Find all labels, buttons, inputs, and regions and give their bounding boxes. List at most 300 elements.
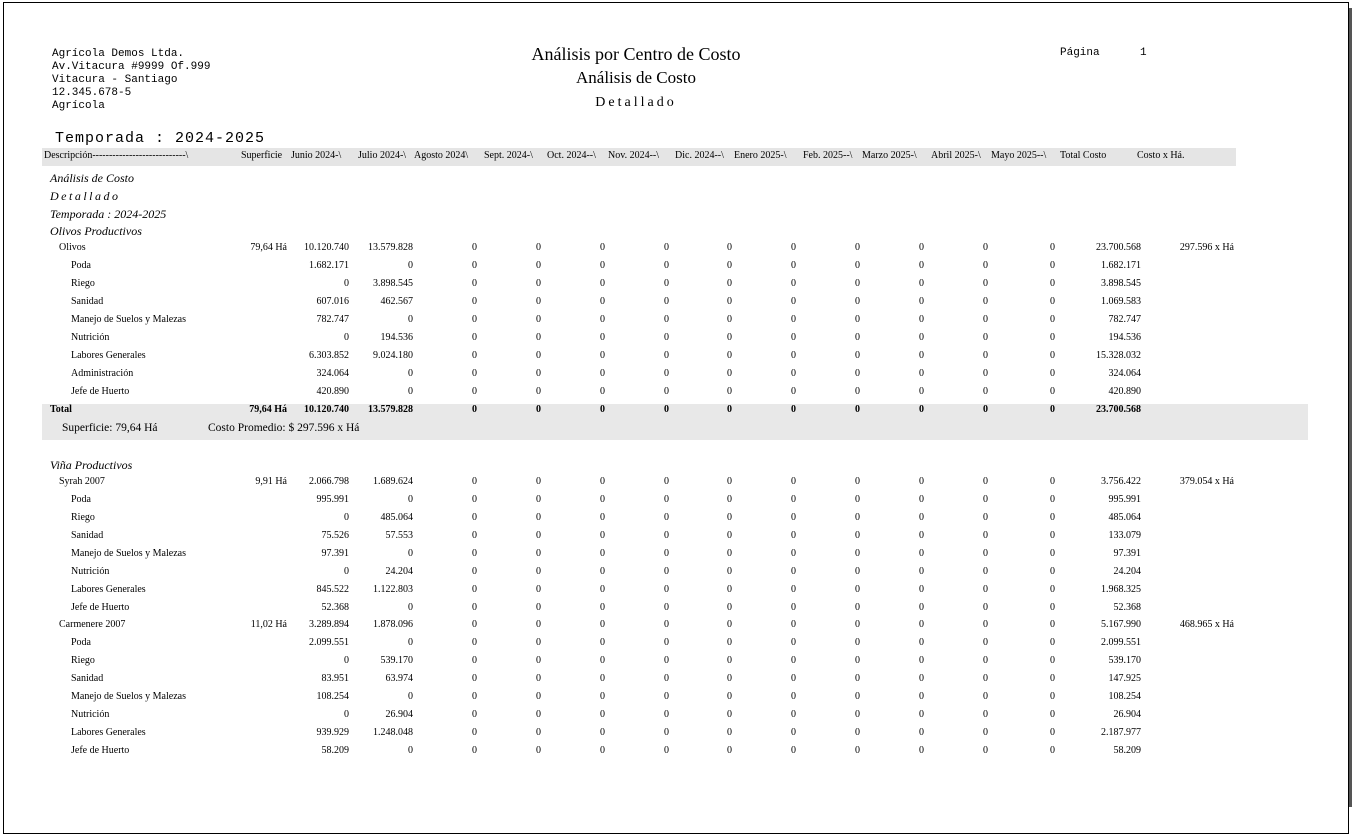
row-value: 0 xyxy=(1050,548,1055,559)
row-value: 0 xyxy=(664,709,669,720)
row-value: 0 xyxy=(919,584,924,595)
row-value: 0 xyxy=(1050,673,1055,684)
row-value: 0 xyxy=(919,404,924,415)
column-header: Enero 2025-\ xyxy=(734,150,787,161)
row-value: 1.069.583 xyxy=(1101,296,1141,307)
page-label: Página xyxy=(1060,47,1100,59)
row-value: 97.391 xyxy=(321,548,349,559)
row-value: 0 xyxy=(600,691,605,702)
row-value: 0 xyxy=(983,386,988,397)
row-value: 0 xyxy=(472,548,477,559)
row-value: 0 xyxy=(408,637,413,648)
row-value: 0 xyxy=(536,709,541,720)
row-value: 0 xyxy=(727,655,732,666)
row-value: 0 xyxy=(919,314,924,325)
row-value: 0 xyxy=(791,548,796,559)
row-value: 0 xyxy=(664,494,669,505)
row-value: 0 xyxy=(919,602,924,613)
row-value: 0 xyxy=(472,566,477,577)
row-value: 0 xyxy=(600,278,605,289)
row-value: 782.747 xyxy=(316,314,349,325)
row-value: 485.064 xyxy=(380,512,413,523)
column-header: Descripción----------------------------\ xyxy=(44,150,189,161)
row-value: 26.904 xyxy=(385,709,413,720)
row-value: 79,64 Há xyxy=(249,404,287,415)
row-value: 0 xyxy=(1050,404,1055,415)
row-value: 0 xyxy=(791,637,796,648)
row-value: 0 xyxy=(855,278,860,289)
row-description: Sanidad xyxy=(71,673,104,684)
column-header: Dic. 2024--\ xyxy=(675,150,724,161)
row-value: 0 xyxy=(855,530,860,541)
row-value: 0 xyxy=(472,512,477,523)
row-value: 23.700.568 xyxy=(1096,404,1141,415)
row-value: 0 xyxy=(664,476,669,487)
row-value: 0 xyxy=(536,260,541,271)
row-value: 0 xyxy=(1050,584,1055,595)
row-value: 0 xyxy=(600,494,605,505)
row-value: 9,91 Há xyxy=(255,476,287,487)
row-description: Sanidad xyxy=(71,530,104,541)
row-value: 607.016 xyxy=(316,296,349,307)
row-value: 0 xyxy=(983,655,988,666)
row-value: 0 xyxy=(791,476,796,487)
row-value: 0 xyxy=(727,368,732,379)
row-value: 0 xyxy=(983,566,988,577)
row-value: 0 xyxy=(472,655,477,666)
row-value: 0 xyxy=(600,242,605,253)
row-value: 0 xyxy=(919,350,924,361)
row-value: 0 xyxy=(791,260,796,271)
intro-detail: Detallado xyxy=(50,189,121,203)
row-value: 0 xyxy=(536,655,541,666)
row-value: 0 xyxy=(536,242,541,253)
row-value: 0 xyxy=(727,242,732,253)
row-value: 0 xyxy=(919,278,924,289)
row-value: 0 xyxy=(600,745,605,756)
row-value: 0 xyxy=(1050,494,1055,505)
row-value: 0 xyxy=(919,548,924,559)
row-value: 0 xyxy=(983,745,988,756)
row-value: 0 xyxy=(536,602,541,613)
row-value: 0 xyxy=(855,655,860,666)
row-value: 0 xyxy=(536,296,541,307)
row-value: 0 xyxy=(855,350,860,361)
row-value: 0 xyxy=(919,368,924,379)
row-value: 0 xyxy=(536,512,541,523)
row-value: 0 xyxy=(408,602,413,613)
row-value: 0 xyxy=(855,727,860,738)
row-value: 0 xyxy=(855,709,860,720)
row-value: 147.925 xyxy=(1108,673,1141,684)
row-value: 0 xyxy=(600,350,605,361)
row-value: 0 xyxy=(791,619,796,630)
row-value: 0 xyxy=(664,278,669,289)
row-value: 0 xyxy=(600,673,605,684)
row-value: 0 xyxy=(600,314,605,325)
row-value: 0 xyxy=(664,260,669,271)
row-value: 0 xyxy=(472,745,477,756)
company-block xyxy=(52,48,210,113)
row-value: 0 xyxy=(1050,745,1055,756)
row-value: 0 xyxy=(664,619,669,630)
row-value: 6.303.852 xyxy=(309,350,349,361)
row-value: 0 xyxy=(791,566,796,577)
row-description: Manejo de Suelos y Malezas xyxy=(71,691,186,702)
column-header: Costo x Há. xyxy=(1137,150,1185,161)
row-value: 133.079 xyxy=(1108,530,1141,541)
row-value: 0 xyxy=(664,242,669,253)
row-value: 5.167.990 xyxy=(1101,619,1141,630)
row-value: 0 xyxy=(727,709,732,720)
row-value: 0 xyxy=(1050,619,1055,630)
row-description: Olivos xyxy=(59,242,86,253)
row-value: 0 xyxy=(919,727,924,738)
row-value: 2.066.798 xyxy=(309,476,349,487)
row-value: 0 xyxy=(919,242,924,253)
row-value: 0 xyxy=(791,278,796,289)
row-value: 0 xyxy=(855,512,860,523)
row-value: 0 xyxy=(600,368,605,379)
row-value: 0 xyxy=(536,566,541,577)
row-value: 0 xyxy=(536,619,541,630)
row-value: 0 xyxy=(1050,709,1055,720)
row-value: 0 xyxy=(664,745,669,756)
row-value: 0 xyxy=(791,530,796,541)
row-value: 468.965 x Há xyxy=(1179,619,1234,630)
row-value: 297.596 x Há xyxy=(1179,242,1234,253)
row-value: 0 xyxy=(664,637,669,648)
row-value: 0 xyxy=(472,619,477,630)
row-value: 0 xyxy=(600,332,605,343)
report-detail: Detallado xyxy=(595,95,677,110)
row-value: 0 xyxy=(1050,278,1055,289)
page-number: 1 xyxy=(1140,47,1147,59)
row-value: 0 xyxy=(727,548,732,559)
row-value: 0 xyxy=(727,619,732,630)
row-description: Riego xyxy=(71,655,95,666)
row-value: 0 xyxy=(1050,530,1055,541)
row-description: Riego xyxy=(71,278,95,289)
row-value: 0 xyxy=(600,386,605,397)
row-value: 0 xyxy=(1050,637,1055,648)
row-value: 0 xyxy=(472,709,477,720)
row-value: 0 xyxy=(536,727,541,738)
summary-average-cost: Costo Promedio: $ 297.596 x Há xyxy=(208,422,360,434)
row-value: 0 xyxy=(983,332,988,343)
row-value: 0 xyxy=(855,314,860,325)
row-value: 0 xyxy=(664,548,669,559)
row-value: 0 xyxy=(855,260,860,271)
row-value: 0 xyxy=(664,314,669,325)
row-value: 0 xyxy=(408,745,413,756)
row-description: Poda xyxy=(71,260,91,271)
row-value: 0 xyxy=(664,368,669,379)
row-value: 0 xyxy=(727,691,732,702)
row-value: 0 xyxy=(983,602,988,613)
row-value: 0 xyxy=(536,673,541,684)
section-title: Olivos Productivos xyxy=(50,224,142,238)
row-value: 0 xyxy=(536,278,541,289)
company-type: Agrícola xyxy=(52,100,105,112)
row-value: 0 xyxy=(919,745,924,756)
row-value: 0 xyxy=(472,368,477,379)
row-value: 26.904 xyxy=(1113,709,1141,720)
row-description: Jefe de Huerto xyxy=(71,386,130,397)
row-value: 0 xyxy=(983,350,988,361)
row-value: 0 xyxy=(791,602,796,613)
row-value: 0 xyxy=(727,386,732,397)
row-value: 379.054 x Há xyxy=(1179,476,1234,487)
row-value: 0 xyxy=(855,602,860,613)
row-value: 0 xyxy=(983,242,988,253)
row-description: Poda xyxy=(71,637,91,648)
row-value: 3.289.894 xyxy=(309,619,349,630)
row-value: 0 xyxy=(855,494,860,505)
row-value: 0 xyxy=(600,637,605,648)
row-value: 0 xyxy=(855,584,860,595)
row-value: 0 xyxy=(664,350,669,361)
row-value: 10.120.740 xyxy=(304,242,349,253)
row-value: 0 xyxy=(791,727,796,738)
row-value: 0 xyxy=(919,691,924,702)
row-value: 0 xyxy=(664,584,669,595)
row-value: 0 xyxy=(664,602,669,613)
row-value: 58.209 xyxy=(1113,745,1141,756)
row-value: 0 xyxy=(472,727,477,738)
row-value: 0 xyxy=(600,566,605,577)
row-value: 0 xyxy=(791,584,796,595)
row-value: 0 xyxy=(408,368,413,379)
row-value: 0 xyxy=(1050,296,1055,307)
column-header: Oct. 2024--\ xyxy=(547,150,596,161)
row-value: 0 xyxy=(472,673,477,684)
row-value: 0 xyxy=(344,655,349,666)
row-value: 420.890 xyxy=(1108,386,1141,397)
row-value: 0 xyxy=(983,691,988,702)
row-description: Manejo de Suelos y Malezas xyxy=(71,314,186,325)
row-value: 0 xyxy=(855,691,860,702)
row-value: 324.064 xyxy=(316,368,349,379)
row-value: 462.567 xyxy=(380,296,413,307)
row-value: 0 xyxy=(536,691,541,702)
row-value: 0 xyxy=(472,602,477,613)
row-value: 0 xyxy=(727,314,732,325)
row-value: 10.120.740 xyxy=(304,404,349,415)
row-value: 79,64 Há xyxy=(250,242,287,253)
row-value: 58.209 xyxy=(321,745,349,756)
row-value: 0 xyxy=(472,637,477,648)
row-value: 194.536 xyxy=(1108,332,1141,343)
row-value: 0 xyxy=(344,332,349,343)
row-value: 0 xyxy=(727,602,732,613)
row-value: 0 xyxy=(600,548,605,559)
row-value: 0 xyxy=(600,260,605,271)
row-value: 0 xyxy=(791,386,796,397)
row-value: 0 xyxy=(855,404,860,415)
row-description: Riego xyxy=(71,512,95,523)
row-value: 0 xyxy=(919,260,924,271)
row-value: 0 xyxy=(536,386,541,397)
row-value: 0 xyxy=(408,386,413,397)
row-value: 0 xyxy=(536,584,541,595)
row-value: 0 xyxy=(727,260,732,271)
row-value: 0 xyxy=(664,673,669,684)
row-value: 0 xyxy=(536,476,541,487)
row-value: 995.991 xyxy=(316,494,349,505)
row-value: 0 xyxy=(983,494,988,505)
row-value: 0 xyxy=(727,404,732,415)
row-value: 0 xyxy=(983,548,988,559)
row-value: 995.991 xyxy=(1108,494,1141,505)
row-description: Manejo de Suelos y Malezas xyxy=(71,548,186,559)
row-value: 13.579.828 xyxy=(368,242,413,253)
row-value: 0 xyxy=(1050,655,1055,666)
row-description: Labores Generales xyxy=(71,350,146,361)
row-value: 0 xyxy=(855,368,860,379)
row-value: 0 xyxy=(536,350,541,361)
row-value: 0 xyxy=(919,673,924,684)
row-value: 0 xyxy=(472,260,477,271)
row-value: 0 xyxy=(983,584,988,595)
row-value: 0 xyxy=(919,512,924,523)
row-value: 0 xyxy=(983,476,988,487)
row-value: 0 xyxy=(919,655,924,666)
row-value: 0 xyxy=(983,296,988,307)
row-value: 0 xyxy=(727,745,732,756)
row-value: 0 xyxy=(1050,566,1055,577)
row-value: 0 xyxy=(472,278,477,289)
row-value: 0 xyxy=(855,637,860,648)
row-value: 0 xyxy=(1050,386,1055,397)
row-value: 0 xyxy=(408,314,413,325)
row-value: 0 xyxy=(1050,350,1055,361)
column-header: Marzo 2025-\ xyxy=(862,150,917,161)
row-value: 0 xyxy=(664,691,669,702)
report-subtitle: Análisis de Costo xyxy=(576,68,696,87)
row-value: 0 xyxy=(408,260,413,271)
row-value: 13.579.828 xyxy=(368,404,413,415)
row-value: 0 xyxy=(919,619,924,630)
report-title: Análisis por Centro de Costo xyxy=(531,44,741,64)
row-value: 0 xyxy=(727,727,732,738)
season-label: Temporada : 2024-2025 xyxy=(55,130,266,147)
row-description: Carmenere 2007 xyxy=(59,619,126,630)
company-city: Vitacura - Santiago xyxy=(52,74,178,86)
row-value: 0 xyxy=(664,530,669,541)
row-value: 0 xyxy=(600,602,605,613)
row-value: 0 xyxy=(600,584,605,595)
column-header: Superficie xyxy=(241,150,283,161)
row-value: 75.526 xyxy=(321,530,349,541)
row-value: 0 xyxy=(983,709,988,720)
row-value: 0 xyxy=(536,332,541,343)
row-value: 0 xyxy=(472,404,477,415)
row-value: 0 xyxy=(1050,512,1055,523)
row-value: 0 xyxy=(727,584,732,595)
row-value: 0 xyxy=(1050,332,1055,343)
row-value: 0 xyxy=(472,332,477,343)
row-value: 0 xyxy=(664,296,669,307)
row-value: 0 xyxy=(791,242,796,253)
row-value: 0 xyxy=(727,278,732,289)
row-value: 0 xyxy=(472,530,477,541)
row-value: 0 xyxy=(472,296,477,307)
row-value: 0 xyxy=(791,350,796,361)
row-value: 1.968.325 xyxy=(1101,584,1141,595)
row-value: 0 xyxy=(727,566,732,577)
intro-season: Temporada : 2024-2025 xyxy=(50,207,167,221)
row-value: 15.328.032 xyxy=(1096,350,1141,361)
row-value: 0 xyxy=(791,655,796,666)
row-value: 0 xyxy=(1050,260,1055,271)
row-value: 0 xyxy=(791,368,796,379)
row-value: 1.122.803 xyxy=(373,584,413,595)
row-value: 24.204 xyxy=(385,566,413,577)
row-value: 0 xyxy=(791,512,796,523)
row-value: 9.024.180 xyxy=(373,350,413,361)
row-value: 0 xyxy=(791,494,796,505)
row-value: 0 xyxy=(919,566,924,577)
row-value: 0 xyxy=(983,673,988,684)
row-value: 3.898.545 xyxy=(373,278,413,289)
row-value: 0 xyxy=(1050,476,1055,487)
row-value: 0 xyxy=(791,314,796,325)
row-value: 0 xyxy=(855,386,860,397)
row-value: 11,02 Há xyxy=(250,619,287,630)
row-value: 0 xyxy=(600,727,605,738)
row-value: 539.170 xyxy=(380,655,413,666)
row-value: 0 xyxy=(983,727,988,738)
row-value: 0 xyxy=(600,512,605,523)
row-value: 0 xyxy=(344,709,349,720)
row-value: 0 xyxy=(472,386,477,397)
row-value: 0 xyxy=(1050,242,1055,253)
row-value: 0 xyxy=(983,619,988,630)
row-value: 0 xyxy=(855,745,860,756)
row-value: 782.747 xyxy=(1108,314,1141,325)
row-value: 0 xyxy=(983,368,988,379)
row-value: 0 xyxy=(664,404,669,415)
column-header: Junio 2024-\ xyxy=(291,150,342,161)
row-value: 0 xyxy=(1050,368,1055,379)
row-value: 0 xyxy=(919,296,924,307)
row-value: 0 xyxy=(536,548,541,559)
row-value: 0 xyxy=(855,673,860,684)
row-description: Labores Generales xyxy=(71,584,146,595)
row-value: 97.391 xyxy=(1113,548,1141,559)
row-value: 485.064 xyxy=(1108,512,1141,523)
row-value: 0 xyxy=(919,494,924,505)
row-description: Nutrición xyxy=(71,709,110,720)
row-value: 0 xyxy=(536,637,541,648)
row-value: 0 xyxy=(664,332,669,343)
row-value: 0 xyxy=(600,404,605,415)
row-value: 108.254 xyxy=(1108,691,1141,702)
row-value: 3.898.545 xyxy=(1101,278,1141,289)
row-value: 0 xyxy=(664,566,669,577)
row-value: 0 xyxy=(983,530,988,541)
row-value: 0 xyxy=(855,548,860,559)
row-value: 0 xyxy=(1050,691,1055,702)
row-description: Syrah 2007 xyxy=(59,476,105,487)
row-value: 0 xyxy=(983,278,988,289)
row-value: 0 xyxy=(919,637,924,648)
row-value: 0 xyxy=(472,476,477,487)
column-header: Mayo 2025--\ xyxy=(991,150,1047,161)
row-value: 845.522 xyxy=(316,584,349,595)
intro-title: Análisis de Costo xyxy=(50,171,135,185)
